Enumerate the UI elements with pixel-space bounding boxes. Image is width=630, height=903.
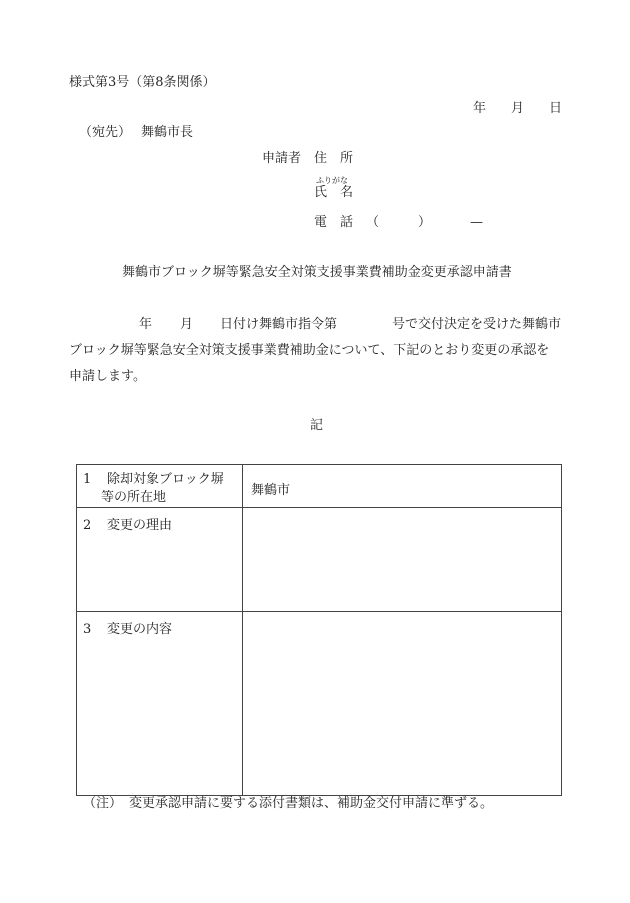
- applicant-role: 申請者: [262, 151, 302, 166]
- row-2-number: 2: [83, 518, 92, 533]
- row-2-label-cell: [77, 508, 243, 612]
- phone-paren-close: ）: [418, 215, 432, 230]
- table-row: [77, 612, 562, 796]
- date-year-label: 年: [473, 101, 487, 116]
- addressee: 舞鶴市長: [141, 125, 194, 140]
- ki-heading: 記: [310, 418, 324, 433]
- form-number: 様式第3号（第8条関係）: [69, 75, 216, 90]
- note-prefix: （注）: [83, 796, 123, 811]
- row-1-label-cell: [77, 465, 243, 508]
- table-row: [77, 465, 562, 508]
- note-text: 変更承認申請に要する添付書類は、補助金交付申請に準ずる。: [129, 796, 494, 811]
- table-row: [77, 508, 562, 612]
- row-2-label-line1: 変更の理由: [107, 518, 173, 533]
- row-3-label-cell: [77, 612, 243, 796]
- furigana-label: ふりがな: [316, 176, 348, 185]
- body-month: 月: [180, 317, 194, 332]
- body-line-3: 申請します。: [69, 369, 146, 384]
- row-1-number: 1: [83, 472, 92, 487]
- row-2-value-cell[interactable]: [243, 508, 562, 612]
- row-1-value: 舞鶴市: [251, 483, 291, 498]
- row-1-value-cell[interactable]: [243, 465, 562, 508]
- document-title: 舞鶴市ブロック塀等緊急安全対策支援事業費補助金変更承認申請書: [122, 265, 512, 280]
- body-line-2: ブロック塀等緊急安全対策支援事業費補助金について、下記のとおり変更の承認を: [69, 343, 550, 358]
- phone-paren-open: （: [366, 215, 380, 230]
- row-3-number: 3: [83, 622, 92, 637]
- addressee-prefix: （宛先）: [79, 125, 132, 140]
- application-table: [76, 464, 562, 796]
- body-year: 年: [139, 317, 153, 332]
- row-1-label-line1: 除却対象ブロック塀: [107, 472, 224, 487]
- row-3-label-line1: 変更の内容: [107, 622, 173, 637]
- phone-label: 電 話: [314, 215, 354, 230]
- date-month-label: 月: [511, 101, 525, 116]
- name-label: 氏 名: [314, 185, 354, 200]
- date-day-label: 日: [549, 101, 563, 116]
- body-after-number: 号で交付決定を受けた舞鶴市: [392, 317, 562, 332]
- address-label: 住 所: [314, 151, 354, 166]
- row-1-label-line2: 等の所在地: [101, 490, 167, 505]
- body-after-month: 日付け舞鶴市指令第: [220, 317, 338, 332]
- phone-dash: —: [470, 215, 483, 230]
- row-3-value-cell[interactable]: [243, 612, 562, 796]
